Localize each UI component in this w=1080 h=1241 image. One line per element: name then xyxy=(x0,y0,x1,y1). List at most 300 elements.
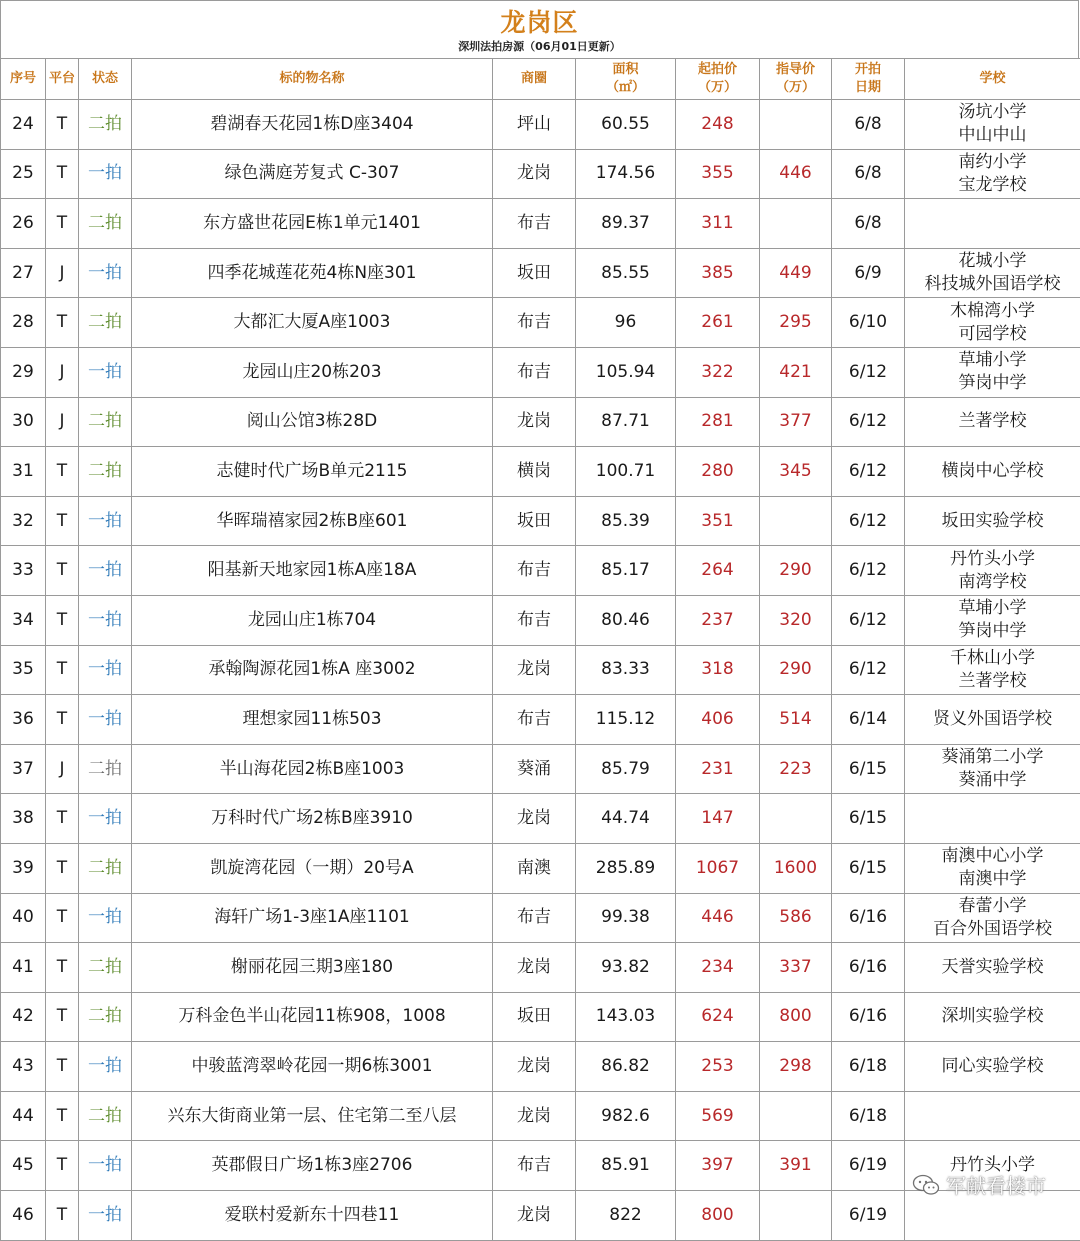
size-cell: 85.17 xyxy=(576,546,676,596)
name-cell: 爱联村爱新东十四巷11 xyxy=(132,1191,493,1241)
zone-cell: 布吉 xyxy=(493,546,576,596)
platform-cell: T xyxy=(46,1042,79,1092)
table-row xyxy=(1,447,1080,497)
seq-cell: 42 xyxy=(1,992,46,1042)
seq-cell: 40 xyxy=(1,893,46,943)
name-cell: 海轩广场1-3座1A座1101 xyxy=(132,893,493,943)
school-cell xyxy=(905,744,1080,794)
date-cell: 6/10 xyxy=(832,298,905,348)
col-header-date xyxy=(832,59,905,100)
table-row xyxy=(1,199,1080,249)
school-cell xyxy=(905,1091,1080,1141)
col-header-guide-price xyxy=(760,59,832,100)
status-cell: 一拍 xyxy=(79,248,132,298)
date-cell: 6/8 xyxy=(832,199,905,249)
school-cell xyxy=(905,496,1080,546)
listings-table xyxy=(0,58,1080,1241)
name-cell: 凯旋湾花园（一期）20号A xyxy=(132,843,493,893)
school-name: 南湾学校 xyxy=(905,571,1080,594)
start-price-cell: 253 xyxy=(676,1042,760,1092)
school-name: 花城小学 xyxy=(905,250,1080,273)
school-name: 深圳实验学校 xyxy=(905,1005,1080,1028)
seq-cell: 38 xyxy=(1,794,46,844)
status-cell: 一拍 xyxy=(79,595,132,645)
date-cell: 6/12 xyxy=(832,447,905,497)
zone-cell: 布吉 xyxy=(493,298,576,348)
start-price-cell: 322 xyxy=(676,347,760,397)
guide-price-cell xyxy=(760,100,832,150)
start-price-cell: 406 xyxy=(676,695,760,745)
zone-cell: 龙岗 xyxy=(493,943,576,993)
size-cell: 85.79 xyxy=(576,744,676,794)
school-cell xyxy=(905,447,1080,497)
school-name: 南澳中心小学 xyxy=(905,845,1080,868)
platform-cell: T xyxy=(46,1191,79,1241)
start-price-cell: 355 xyxy=(676,149,760,199)
school-cell xyxy=(905,546,1080,596)
school-name: 南澳中学 xyxy=(905,868,1080,891)
guide-price-cell xyxy=(760,1091,832,1141)
col-header-seq: 序号 xyxy=(1,59,46,100)
date-cell: 6/18 xyxy=(832,1091,905,1141)
zone-cell: 龙岗 xyxy=(493,149,576,199)
col-header-size-line2: （㎡） xyxy=(606,80,645,95)
school-name: 天誉实验学校 xyxy=(905,956,1080,979)
school-name: 草埔小学 xyxy=(905,349,1080,372)
school-name: 木棉湾小学 xyxy=(905,300,1080,323)
name-cell: 东方盛世花园E栋1单元1401 xyxy=(132,199,493,249)
zone-cell: 龙岗 xyxy=(493,1091,576,1141)
school-name: 宝龙学校 xyxy=(905,174,1080,197)
table-row xyxy=(1,1091,1080,1141)
school-name: 丹竹头小学 xyxy=(905,548,1080,571)
name-cell: 榭丽花园三期3座180 xyxy=(132,943,493,993)
size-cell: 982.6 xyxy=(576,1091,676,1141)
zone-cell: 坂田 xyxy=(493,496,576,546)
size-cell: 174.56 xyxy=(576,149,676,199)
seq-cell: 32 xyxy=(1,496,46,546)
seq-cell: 27 xyxy=(1,248,46,298)
guide-price-cell xyxy=(760,1191,832,1241)
name-cell: 志健时代广场B单元2115 xyxy=(132,447,493,497)
status-cell: 一拍 xyxy=(79,794,132,844)
start-price-cell: 231 xyxy=(676,744,760,794)
date-cell: 6/19 xyxy=(832,1141,905,1191)
seq-cell: 30 xyxy=(1,397,46,447)
school-name: 千林山小学 xyxy=(905,647,1080,670)
table-row xyxy=(1,595,1080,645)
col-header-start-price xyxy=(676,59,760,100)
col-header-size-line1: 面积 xyxy=(612,62,638,77)
date-cell: 6/18 xyxy=(832,1042,905,1092)
size-cell: 822 xyxy=(576,1191,676,1241)
platform-cell: T xyxy=(46,149,79,199)
zone-cell: 布吉 xyxy=(493,893,576,943)
name-cell: 兴东大街商业第一层、住宅第二至八层 xyxy=(132,1091,493,1141)
platform-cell: T xyxy=(46,695,79,745)
platform-cell: T xyxy=(46,645,79,695)
zone-cell: 布吉 xyxy=(493,595,576,645)
seq-cell: 37 xyxy=(1,744,46,794)
status-cell: 二拍 xyxy=(79,744,132,794)
start-price-cell: 1067 xyxy=(676,843,760,893)
school-cell xyxy=(905,149,1080,199)
name-cell: 理想家园11栋503 xyxy=(132,695,493,745)
platform-cell: J xyxy=(46,347,79,397)
school-cell xyxy=(905,347,1080,397)
seq-cell: 39 xyxy=(1,843,46,893)
table-row xyxy=(1,893,1080,943)
table-row xyxy=(1,1042,1080,1092)
name-cell: 承翰陶源花园1栋A 座3002 xyxy=(132,645,493,695)
table-row xyxy=(1,397,1080,447)
school-name: 葵涌中学 xyxy=(905,769,1080,792)
guide-price-cell: 377 xyxy=(760,397,832,447)
col-header-school: 学校 xyxy=(905,59,1080,100)
zone-cell: 坪山 xyxy=(493,100,576,150)
platform-cell: T xyxy=(46,843,79,893)
status-cell: 二拍 xyxy=(79,843,132,893)
start-price-cell: 264 xyxy=(676,546,760,596)
name-cell: 阳基新天地家园1栋A座18A xyxy=(132,546,493,596)
status-cell: 一拍 xyxy=(79,546,132,596)
status-cell: 二拍 xyxy=(79,298,132,348)
school-cell xyxy=(905,695,1080,745)
platform-cell: T xyxy=(46,943,79,993)
zone-cell: 葵涌 xyxy=(493,744,576,794)
date-cell: 6/14 xyxy=(832,695,905,745)
status-cell: 一拍 xyxy=(79,496,132,546)
zone-cell: 龙岗 xyxy=(493,645,576,695)
title-block xyxy=(0,0,1079,58)
size-cell: 105.94 xyxy=(576,347,676,397)
school-name: 兰著学校 xyxy=(905,410,1080,433)
guide-price-cell: 800 xyxy=(760,992,832,1042)
school-name: 丹竹头小学 xyxy=(905,1154,1080,1177)
date-cell: 6/12 xyxy=(832,496,905,546)
platform-cell: T xyxy=(46,199,79,249)
table-row xyxy=(1,744,1080,794)
seq-cell: 24 xyxy=(1,100,46,150)
platform-cell: T xyxy=(46,893,79,943)
table-row xyxy=(1,695,1080,745)
seq-cell: 34 xyxy=(1,595,46,645)
date-cell: 6/15 xyxy=(832,794,905,844)
name-cell: 万科时代广场2栋B座3910 xyxy=(132,794,493,844)
status-cell: 二拍 xyxy=(79,447,132,497)
school-cell xyxy=(905,248,1080,298)
zone-cell: 坂田 xyxy=(493,248,576,298)
col-header-status: 状态 xyxy=(79,59,132,100)
guide-price-cell: 223 xyxy=(760,744,832,794)
table-row xyxy=(1,645,1080,695)
school-name: 笋岗中学 xyxy=(905,372,1080,395)
date-cell: 6/12 xyxy=(832,645,905,695)
school-name: 春蕾小学 xyxy=(905,895,1080,918)
name-cell: 大都汇大厦A座1003 xyxy=(132,298,493,348)
name-cell: 万科金色半山花园11栋908，1008 xyxy=(132,992,493,1042)
guide-price-cell: 290 xyxy=(760,546,832,596)
seq-cell: 28 xyxy=(1,298,46,348)
start-price-cell: 311 xyxy=(676,199,760,249)
guide-price-cell: 345 xyxy=(760,447,832,497)
school-cell xyxy=(905,843,1080,893)
col-header-size xyxy=(576,59,676,100)
name-cell: 绿色满庭芳复式 C-307 xyxy=(132,149,493,199)
guide-price-cell xyxy=(760,496,832,546)
school-cell xyxy=(905,943,1080,993)
status-cell: 一拍 xyxy=(79,347,132,397)
zone-cell: 坂田 xyxy=(493,992,576,1042)
zone-cell: 布吉 xyxy=(493,199,576,249)
date-cell: 6/16 xyxy=(832,992,905,1042)
school-cell xyxy=(905,893,1080,943)
school-cell xyxy=(905,397,1080,447)
size-cell: 93.82 xyxy=(576,943,676,993)
size-cell: 85.91 xyxy=(576,1141,676,1191)
guide-price-cell: 421 xyxy=(760,347,832,397)
status-cell: 一拍 xyxy=(79,893,132,943)
seq-cell: 31 xyxy=(1,447,46,497)
school-cell xyxy=(905,645,1080,695)
size-cell: 44.74 xyxy=(576,794,676,844)
start-price-cell: 569 xyxy=(676,1091,760,1141)
zone-cell: 横岗 xyxy=(493,447,576,497)
size-cell: 85.39 xyxy=(576,496,676,546)
date-cell: 6/15 xyxy=(832,744,905,794)
name-cell: 阅山公馆3栋28D xyxy=(132,397,493,447)
start-price-cell: 237 xyxy=(676,595,760,645)
seq-cell: 44 xyxy=(1,1091,46,1141)
size-cell: 143.03 xyxy=(576,992,676,1042)
name-cell: 龙园山庄20栋203 xyxy=(132,347,493,397)
platform-cell: T xyxy=(46,546,79,596)
status-cell: 二拍 xyxy=(79,943,132,993)
seq-cell: 26 xyxy=(1,199,46,249)
size-cell: 60.55 xyxy=(576,100,676,150)
status-cell: 二拍 xyxy=(79,100,132,150)
col-header-guide-line1: 指导价 xyxy=(776,62,815,77)
page-title: 龙岗区 xyxy=(1,1,1078,35)
platform-cell: J xyxy=(46,397,79,447)
school-name: 草埔小学 xyxy=(905,597,1080,620)
size-cell: 115.12 xyxy=(576,695,676,745)
school-name: 中山中山 xyxy=(905,124,1080,147)
school-cell xyxy=(905,298,1080,348)
school-cell xyxy=(905,100,1080,150)
school-cell xyxy=(905,992,1080,1042)
start-price-cell: 280 xyxy=(676,447,760,497)
status-cell: 一拍 xyxy=(79,645,132,695)
date-cell: 6/16 xyxy=(832,893,905,943)
page-subtitle: 深圳法拍房源（06月01日更新） xyxy=(1,40,1078,54)
school-name: 百合外国语学校 xyxy=(905,918,1080,941)
size-cell: 87.71 xyxy=(576,397,676,447)
start-price-cell: 624 xyxy=(676,992,760,1042)
col-header-start-line2: （万） xyxy=(698,80,737,95)
guide-price-cell: 320 xyxy=(760,595,832,645)
guide-price-cell: 295 xyxy=(760,298,832,348)
school-name: 笋岗中学 xyxy=(905,620,1080,643)
platform-cell: J xyxy=(46,248,79,298)
table-row xyxy=(1,992,1080,1042)
zone-cell: 布吉 xyxy=(493,347,576,397)
date-cell: 6/12 xyxy=(832,595,905,645)
seq-cell: 36 xyxy=(1,695,46,745)
guide-price-cell: 391 xyxy=(760,1141,832,1191)
guide-price-cell: 514 xyxy=(760,695,832,745)
school-name: 汤坑小学 xyxy=(905,101,1080,124)
watermark-text: 军献看楼市 xyxy=(946,1170,1046,1199)
size-cell: 85.55 xyxy=(576,248,676,298)
start-price-cell: 248 xyxy=(676,100,760,150)
col-header-guide-line2: （万） xyxy=(776,80,815,95)
guide-price-cell: 337 xyxy=(760,943,832,993)
table-row xyxy=(1,149,1080,199)
date-cell: 6/15 xyxy=(832,843,905,893)
date-cell: 6/16 xyxy=(832,943,905,993)
school-cell xyxy=(905,794,1080,844)
school-name: 坂田实验学校 xyxy=(905,510,1080,533)
status-cell: 一拍 xyxy=(79,149,132,199)
date-cell: 6/12 xyxy=(832,397,905,447)
platform-cell: T xyxy=(46,100,79,150)
zone-cell: 龙岗 xyxy=(493,1042,576,1092)
status-cell: 二拍 xyxy=(79,397,132,447)
table-row xyxy=(1,248,1080,298)
guide-price-cell: 290 xyxy=(760,645,832,695)
guide-price-cell: 298 xyxy=(760,1042,832,1092)
start-price-cell: 147 xyxy=(676,794,760,844)
start-price-cell: 234 xyxy=(676,943,760,993)
platform-cell: J xyxy=(46,744,79,794)
name-cell: 四季花城莲花苑4栋N座301 xyxy=(132,248,493,298)
date-cell: 6/8 xyxy=(832,100,905,150)
size-cell: 89.37 xyxy=(576,199,676,249)
zone-cell: 龙岗 xyxy=(493,397,576,447)
table-row xyxy=(1,843,1080,893)
col-header-start-line1: 起拍价 xyxy=(698,62,737,77)
table-row xyxy=(1,546,1080,596)
name-cell: 华晖瑞禧家园2栋B座601 xyxy=(132,496,493,546)
table-row xyxy=(1,298,1080,348)
status-cell: 二拍 xyxy=(79,1091,132,1141)
status-cell: 一拍 xyxy=(79,1042,132,1092)
name-cell: 碧湖春天花园1栋D座3404 xyxy=(132,100,493,150)
col-header-zone: 商圈 xyxy=(493,59,576,100)
size-cell: 86.82 xyxy=(576,1042,676,1092)
school-name: 南约小学 xyxy=(905,151,1080,174)
platform-cell: T xyxy=(46,298,79,348)
start-price-cell: 281 xyxy=(676,397,760,447)
date-cell: 6/12 xyxy=(832,546,905,596)
platform-cell: T xyxy=(46,1141,79,1191)
date-cell: 6/8 xyxy=(832,149,905,199)
platform-cell: T xyxy=(46,496,79,546)
zone-cell: 布吉 xyxy=(493,695,576,745)
school-cell xyxy=(905,595,1080,645)
status-cell: 二拍 xyxy=(79,992,132,1042)
platform-cell: T xyxy=(46,447,79,497)
wechat-icon xyxy=(912,1174,940,1196)
start-price-cell: 385 xyxy=(676,248,760,298)
table-row xyxy=(1,347,1080,397)
size-cell: 99.38 xyxy=(576,893,676,943)
table-row xyxy=(1,496,1080,546)
platform-cell: T xyxy=(46,1091,79,1141)
guide-price-cell: 586 xyxy=(760,893,832,943)
name-cell: 中骏蓝湾翠岭花园一期6栋3001 xyxy=(132,1042,493,1092)
school-cell xyxy=(905,1042,1080,1092)
school-name: 可园学校 xyxy=(905,323,1080,346)
seq-cell: 29 xyxy=(1,347,46,397)
size-cell: 100.71 xyxy=(576,447,676,497)
school-name: 葵涌第二小学 xyxy=(905,746,1080,769)
col-header-platform: 平台 xyxy=(46,59,79,100)
table-header-row xyxy=(1,59,1080,100)
size-cell: 80.46 xyxy=(576,595,676,645)
status-cell: 二拍 xyxy=(79,199,132,249)
school-name: 同心实验学校 xyxy=(905,1055,1080,1078)
table-row xyxy=(1,100,1080,150)
watermark xyxy=(912,1170,1046,1199)
start-price-cell: 397 xyxy=(676,1141,760,1191)
seq-cell: 46 xyxy=(1,1191,46,1241)
start-price-cell: 446 xyxy=(676,893,760,943)
name-cell: 英郡假日广场1栋3座2706 xyxy=(132,1141,493,1191)
status-cell: 一拍 xyxy=(79,695,132,745)
name-cell: 龙园山庄1栋704 xyxy=(132,595,493,645)
platform-cell: T xyxy=(46,992,79,1042)
zone-cell: 龙岗 xyxy=(493,794,576,844)
status-cell: 一拍 xyxy=(79,1191,132,1241)
col-header-name: 标的物名称 xyxy=(132,59,493,100)
date-cell: 6/12 xyxy=(832,347,905,397)
table-body xyxy=(1,100,1080,1241)
guide-price-cell: 1600 xyxy=(760,843,832,893)
start-price-cell: 351 xyxy=(676,496,760,546)
school-name: 贤义外国语学校 xyxy=(905,708,1080,731)
size-cell: 83.33 xyxy=(576,645,676,695)
school-cell xyxy=(905,199,1080,249)
school-name: 兰著学校 xyxy=(905,670,1080,693)
zone-cell: 布吉 xyxy=(493,1141,576,1191)
school-name: 横岗中心学校 xyxy=(905,460,1080,483)
status-cell: 一拍 xyxy=(79,1141,132,1191)
date-cell: 6/19 xyxy=(832,1191,905,1241)
seq-cell: 45 xyxy=(1,1141,46,1191)
start-price-cell: 261 xyxy=(676,298,760,348)
seq-cell: 41 xyxy=(1,943,46,993)
seq-cell: 25 xyxy=(1,149,46,199)
table-row xyxy=(1,794,1080,844)
table-row xyxy=(1,943,1080,993)
col-header-date-line1: 开拍 xyxy=(855,62,881,77)
school-name: 科技城外国语学校 xyxy=(905,273,1080,296)
date-cell: 6/9 xyxy=(832,248,905,298)
col-header-date-line2: 日期 xyxy=(855,80,881,95)
seq-cell: 43 xyxy=(1,1042,46,1092)
size-cell: 96 xyxy=(576,298,676,348)
start-price-cell: 800 xyxy=(676,1191,760,1241)
seq-cell: 35 xyxy=(1,645,46,695)
guide-price-cell xyxy=(760,794,832,844)
seq-cell: 33 xyxy=(1,546,46,596)
name-cell: 半山海花园2栋B座1003 xyxy=(132,744,493,794)
platform-cell: T xyxy=(46,794,79,844)
size-cell: 285.89 xyxy=(576,843,676,893)
start-price-cell: 318 xyxy=(676,645,760,695)
